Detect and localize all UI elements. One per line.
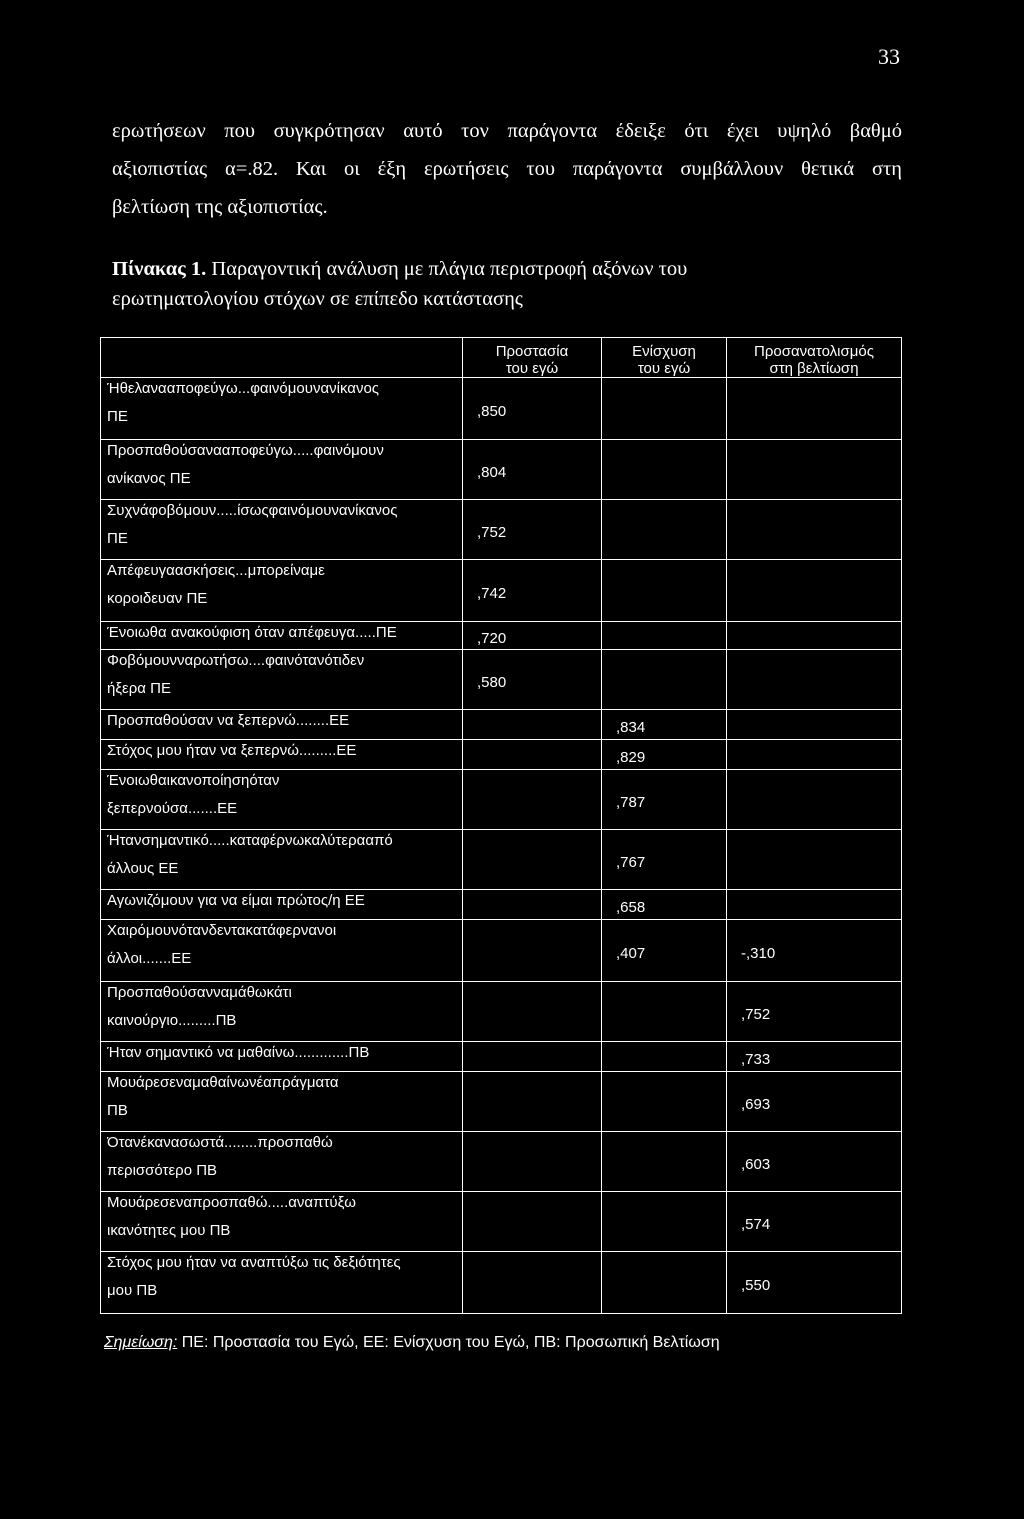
table-header-row <box>101 338 902 378</box>
item-word: τα <box>231 922 246 939</box>
loading-value <box>463 1192 602 1252</box>
item-cell <box>101 1192 463 1252</box>
item-word: να <box>150 380 167 397</box>
item-text: ΠΕ <box>107 408 128 425</box>
table-row <box>101 920 902 982</box>
item-word: αποφεύγω...φαινόμουν <box>166 380 321 397</box>
item-word: να <box>205 442 222 459</box>
loading-value <box>602 1192 727 1252</box>
table-row <box>101 560 902 622</box>
item-word: ........προσπαθώ <box>224 1134 333 1151</box>
item-cell <box>101 1072 463 1132</box>
item-cell <box>101 378 463 440</box>
loading-value: ,752 <box>727 982 902 1042</box>
loading-value <box>602 650 727 710</box>
loading-value <box>727 378 902 440</box>
item-word: άρεσε <box>136 1194 176 1211</box>
header-empty <box>101 338 463 378</box>
loading-value <box>727 770 902 830</box>
item-word: Όταν <box>107 1134 141 1151</box>
item-cell <box>101 740 463 770</box>
loading-value: ,742 <box>463 560 602 622</box>
loading-value <box>602 440 727 500</box>
loading-value <box>727 500 902 560</box>
loading-value: -,310 <box>727 920 902 982</box>
item-text: άλλους ΕΕ <box>107 860 179 877</box>
loading-value <box>463 1252 602 1314</box>
header-improvement-orientation: Προσανατολισμός στη βελτίωση <box>727 338 902 378</box>
item-word: Ήθελα <box>107 380 151 397</box>
loading-value: ,658 <box>602 890 727 920</box>
item-text: περισσότερο ΠΒ <box>107 1162 218 1179</box>
item-word: Ήταν <box>107 832 142 849</box>
table-row <box>101 1252 902 1314</box>
loading-value: ,787 <box>602 770 727 830</box>
item-text: ανίκανος ΠΕ <box>107 470 191 487</box>
loading-value <box>727 830 902 890</box>
item-cell <box>101 982 463 1042</box>
loading-value <box>463 982 602 1042</box>
table-row <box>101 890 902 920</box>
paragraph-line: αξιοπιστίας α=.82. Και οι έξη ερωτήσεις του παράγοντα συμβάλλουν θετικά στη <box>112 158 902 180</box>
loading-value: ,733 <box>727 1042 902 1072</box>
page-number: 33 <box>878 44 900 69</box>
item-text: ΠΒ <box>107 1102 128 1119</box>
item-word: σημαντικό.....καταφέρνω <box>141 832 305 849</box>
item-word: αποφεύγω.....φαινόμουν <box>221 442 384 459</box>
item-text: Αγωνιζόμουν για να είμαι πρώτος/η ΕΕ <box>107 892 365 909</box>
table-note <box>104 1334 904 1352</box>
table-row <box>101 740 902 770</box>
item-word: Προσπαθούσα <box>107 442 206 459</box>
item-word: Φοβόμουν <box>107 652 177 669</box>
item-text: ΠΕ <box>107 530 128 547</box>
item-word: ικανοποίηση <box>166 772 250 789</box>
paragraph-line: βελτίωση της αξιοπιστίας. <box>112 196 328 218</box>
item-word: να <box>293 562 310 579</box>
loading-value <box>602 1132 727 1192</box>
item-word: φαινόμουν <box>268 502 339 519</box>
table-row <box>101 378 902 440</box>
item-word: ρωτήσω....φαινόταν <box>193 652 325 669</box>
loading-value <box>602 1252 727 1314</box>
item-word: άρεσε <box>136 1074 176 1091</box>
item-word: Χαιρόμουν <box>107 922 179 939</box>
item-cell <box>101 920 463 982</box>
loading-value <box>602 500 727 560</box>
item-text: ικανότητες μου ΠΒ <box>107 1222 231 1239</box>
item-word: Συχνά <box>107 502 149 519</box>
item-cell <box>101 1132 463 1192</box>
header-ego-enhancement: Ενίσχυση του εγώ <box>602 338 727 378</box>
item-text: κοροιδευαν ΠΕ <box>107 590 208 607</box>
loading-value: ,580 <box>463 650 602 710</box>
item-word: να <box>213 984 230 1001</box>
loading-value <box>463 1132 602 1192</box>
item-text: Στόχος μου ήταν να αναπτύξω τις δεξιότητες <box>107 1254 401 1271</box>
loading-value <box>463 1042 602 1072</box>
loading-value <box>727 890 902 920</box>
item-word: μαθαίνω <box>192 1074 249 1091</box>
loading-value: ,850 <box>463 378 602 440</box>
item-word: Ένοιωθα <box>107 772 167 789</box>
item-word: σωστά <box>179 1134 224 1151</box>
table-row <box>101 500 902 560</box>
item-word: όταν <box>178 922 209 939</box>
item-cell <box>101 440 463 500</box>
loading-value <box>463 710 602 740</box>
loading-value <box>727 650 902 710</box>
item-word: κάτι <box>266 984 292 1001</box>
item-word: ότι <box>324 652 342 669</box>
loading-value <box>463 740 602 770</box>
loading-value <box>602 560 727 622</box>
loading-value: ,550 <box>727 1252 902 1314</box>
item-word: πράγματα <box>271 1074 339 1091</box>
item-word: να <box>175 1194 193 1211</box>
note-label: Σημείωση: <box>104 1334 178 1351</box>
loading-value <box>727 560 902 622</box>
item-word: Μου <box>107 1074 137 1091</box>
item-cell <box>101 890 463 920</box>
loading-value <box>727 740 902 770</box>
table-row <box>101 710 902 740</box>
table-row <box>101 982 902 1042</box>
item-cell <box>101 1042 463 1072</box>
loading-value <box>463 1072 602 1132</box>
item-word: δεν <box>341 652 365 669</box>
note-text: ΠΕ: Προστασία του Εγώ, ΕΕ: Ενίσχυση του Εγώ, ΠΒ: Προσωπική Βελτίωση <box>177 1334 720 1351</box>
header-ego-protection: Προστασία του εγώ <box>463 338 602 378</box>
table-row <box>101 650 902 710</box>
loading-value <box>727 440 902 500</box>
loading-value <box>602 982 727 1042</box>
table-caption <box>112 254 902 314</box>
loading-value: ,829 <box>602 740 727 770</box>
item-word: νέα <box>248 1074 272 1091</box>
loading-value: ,720 <box>463 622 602 650</box>
item-word: προσπαθώ.....αναπτύξω <box>192 1194 356 1211</box>
item-text: ήξερα ΠΕ <box>107 680 171 697</box>
item-word: να <box>176 652 194 669</box>
loading-value: ,574 <box>727 1192 902 1252</box>
item-word: έκανα <box>140 1134 180 1151</box>
item-text: μου ΠΒ <box>107 1282 158 1299</box>
loading-value <box>602 378 727 440</box>
item-cell <box>101 770 463 830</box>
table-row <box>101 830 902 890</box>
table-row <box>101 770 902 830</box>
item-word: ασκήσεις...μπορεί <box>174 562 294 579</box>
item-word: με <box>309 562 325 579</box>
loading-value: ,767 <box>602 830 727 890</box>
loading-value <box>463 890 602 920</box>
table-caption-label: Πίνακας 1. <box>112 258 207 280</box>
item-word: οι <box>324 922 337 939</box>
item-text: Προσπαθούσαν να ξεπερνώ........ΕΕ <box>107 712 350 729</box>
item-word: Προσπαθούσαν <box>107 984 214 1001</box>
item-text: Στόχος μου ήταν να ξεπερνώ.........ΕΕ <box>107 742 357 759</box>
table-row <box>101 440 902 500</box>
body-paragraph <box>112 112 902 226</box>
item-word: δεν <box>208 922 232 939</box>
factor-loadings-table <box>100 337 902 1314</box>
item-word: κατάφερναν <box>245 922 325 939</box>
loading-value: ,407 <box>602 920 727 982</box>
loading-value: ,752 <box>463 500 602 560</box>
table-row <box>101 1132 902 1192</box>
table-row <box>101 622 902 650</box>
item-text: Ήταν σημαντικό να μαθαίνω.............ΠΒ <box>107 1044 370 1061</box>
item-word: ανίκανος <box>320 380 380 397</box>
loading-value: ,693 <box>727 1072 902 1132</box>
item-text: Ένοιωθα ανακούφιση όταν απέφευγα.....ΠΕ <box>107 624 397 641</box>
loading-value <box>602 1042 727 1072</box>
item-word: Απέφευγα <box>107 562 175 579</box>
paragraph-line: ερωτήσεων που συγκρότησαν αυτό τον παράγοντα έδειξε ότι έχει υψηλό βαθμό <box>112 120 902 142</box>
item-cell <box>101 622 463 650</box>
table-row <box>101 1072 902 1132</box>
item-cell <box>101 830 463 890</box>
item-text: ξεπερνούσα.......ΕΕ <box>107 800 238 817</box>
item-cell <box>101 650 463 710</box>
item-word: καλύτερα <box>304 832 366 849</box>
item-text: άλλοι.......ΕΕ <box>107 950 192 967</box>
loading-value <box>463 770 602 830</box>
loading-value <box>727 710 902 740</box>
item-cell <box>101 500 463 560</box>
loading-value <box>602 1072 727 1132</box>
item-cell <box>101 1252 463 1314</box>
table-row <box>101 1192 902 1252</box>
item-word: Μου <box>107 1194 137 1211</box>
loading-value: ,603 <box>727 1132 902 1192</box>
item-word: ανίκανος <box>338 502 398 519</box>
table-caption-text: ερωτηματολογίου στόχων σε επίπεδο κατάστασης <box>112 288 523 310</box>
item-word: να <box>175 1074 193 1091</box>
table-row <box>101 1042 902 1072</box>
loading-value: ,804 <box>463 440 602 500</box>
loading-value <box>602 622 727 650</box>
loading-value <box>727 622 902 650</box>
item-cell <box>101 710 463 740</box>
table-caption-text: Παραγοντική ανάλυση με πλάγια περιστροφή αξόνων του <box>206 258 688 280</box>
item-word: από <box>365 832 393 849</box>
item-word: όταν <box>249 772 280 789</box>
loading-value: ,834 <box>602 710 727 740</box>
item-text: καινούργιο.........ΠΒ <box>107 1012 237 1029</box>
loading-value <box>463 920 602 982</box>
item-cell <box>101 560 463 622</box>
item-word: μάθω <box>229 984 267 1001</box>
loading-value <box>463 830 602 890</box>
item-word: φοβόμουν.....ίσως <box>148 502 269 519</box>
